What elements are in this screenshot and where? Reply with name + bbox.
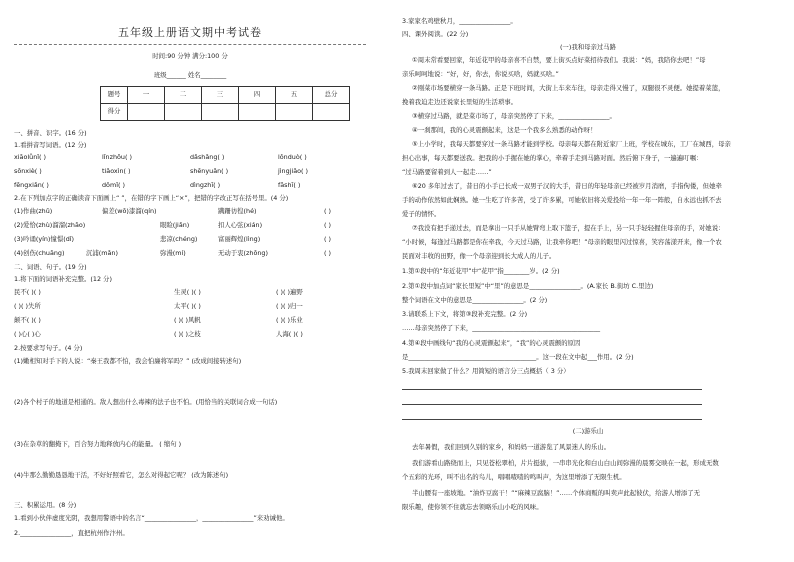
passage-line: ⑦我没有把手递过去，而是拿出一只手从她臂弯上取下篮子，提在手上，另一只手轻轻握住母亲的手，对她说： <box>412 224 725 232</box>
score-cell[interactable] <box>276 104 313 121</box>
answer-line[interactable] <box>402 404 702 405</box>
answer-blank[interactable]: ( ) <box>324 249 332 257</box>
pinyin-item[interactable]: sōnxiè( ) <box>14 167 42 175</box>
question: (4)牛那么勤勤恳恳地干活，不好好照看它，怎么对得起它呢？ (改为陈述句) <box>14 471 229 479</box>
passage-line: 手的动作依然如此娴熟。她一生吃了许多苦，受了许多累，可她依旧将关爱投给一年一年一阵般，自永远也抓不去 <box>402 196 722 204</box>
score-header: 四 <box>239 87 276 104</box>
pinyin-item[interactable]: fēngxiǎn( ) <box>14 181 49 189</box>
question: 整个词语在文中的意思是________________。(2 分) <box>402 296 548 304</box>
question: 2.________________，直把杭州作汴州。 <box>14 529 129 537</box>
score-row-label: 得分 <box>101 104 128 121</box>
reading-item: 富丽辉煌(lìng) <box>218 235 261 243</box>
section-heading: 二、词语、句子。(19 分) <box>14 263 87 271</box>
passage-line: 限乐趣，使你领不住就忘去领略乐山小吃的风味。 <box>402 503 543 511</box>
reading-item: (4)创伤(chuāng) <box>14 249 65 257</box>
passage-line: “小时候，每逢过马路都是你在牵我，今天过马路，让我牵你吧！”母亲的眼里闪过惊喜，笑容荡漾开来，像一个农 <box>402 238 722 246</box>
pinyin-item[interactable]: xiāolǚnǐ( ) <box>14 153 47 161</box>
score-table <box>100 86 350 121</box>
idiom-item[interactable]: 颠不( )( ) <box>14 316 41 324</box>
reading-item: 沉浦(mǎn) <box>86 249 118 257</box>
reading-item: 悲凉(chéng) <box>160 235 198 243</box>
passage-line: “过马路要留着到人一起走……” <box>402 168 492 176</box>
question: 2.按要求写句子。(4 分) <box>14 344 83 352</box>
passage-title: (一)我和母亲过马路 <box>559 43 617 51</box>
passage-line: 挽着我迫走边还说家长里短的生活琐事。 <box>402 98 518 106</box>
idiom-item[interactable]: ( )( )归一 <box>276 302 303 310</box>
reading-item: 弥漫(mí) <box>160 249 186 257</box>
reading-item: 无动于衷(zhōng) <box>218 249 268 257</box>
passage-line: 担心出事，每天都要送我。把我的小手握在她的掌心，牵着手走到马路对面。然后俯下身子，一遍遍叮嘱： <box>402 154 703 162</box>
passage-line: 我们游看山路绕而上，只见苍松翠柏，片片挺拔，一串串光化和白山白山间弥漫的晨雾交映在一起，形成无数 <box>412 459 719 467</box>
passage-line: ③横穿过马路，就是菜市场了，母亲突然停了下来，________________。 <box>412 112 616 120</box>
exam-title: 五年级上册语文期中考试卷 <box>118 26 262 39</box>
reading-item: 眼睑(jiǎn) <box>160 221 190 229</box>
answer-line[interactable] <box>402 389 702 390</box>
question: 1.看到小伙伴虚度光阴，我想用警语中的名言“________________，________________”来劝诫他。 <box>14 514 289 522</box>
passage-line: ②刚菜市场要横穿一条马路。正是下班时间，大街上车来车往，母亲走得又慢了，双腿很不灵便。她提着菜篮， <box>412 84 725 92</box>
section-heading: 四、课外阅读。(22 分) <box>402 30 469 38</box>
passage-line: ⑤上小学时，我每天都要穿过一条马路才能到学校。母亲每天都在附近家厂上班，学校在城东，工厂在城西，母亲 <box>412 140 731 148</box>
pinyin-item[interactable]: fāshī( ) <box>278 181 301 189</box>
question: (2)各个村子的地道是相通的。敌人想出什么毒辣的法子也不怕。(用恰当的关联词合成一句话) <box>14 398 278 406</box>
reading-item: (1)作曲(zhǔ) <box>14 207 53 215</box>
passage-line: 去年暑假，我们回到久别的家乡，和妈妈一道游览了风景迷人的乐山。 <box>412 443 611 451</box>
passage-line: 个五彩的光环，叫不出名的鸟儿，唱唱喳喳的鸣叫声，为这里增添了无限生机。 <box>402 473 626 481</box>
reading-item: 偏差(wō)漆溜(qín) <box>102 207 157 215</box>
section-heading: 一、拼音、识字。(16 分) <box>14 129 87 137</box>
score-header: 三 <box>202 87 239 104</box>
score-header: 二 <box>165 87 202 104</box>
passage-line: 爱子的情怀。 <box>402 210 441 218</box>
pinyin-item[interactable]: lǒnduò( ) <box>278 153 307 161</box>
question: 3.请联系上下文，将第③段补充完整。(2 分) <box>402 310 528 318</box>
score-cell[interactable] <box>313 104 350 121</box>
idiom-item[interactable]: ( )( )乐业 <box>276 316 303 324</box>
question: (1)嫩相知对手下的人说：“秦王我都不怕，我会怕廉将军吗？” (改成间接转述句) <box>14 357 242 365</box>
passage-line: ①周末常看要回家，年近花甲的母亲喜不自禁，要上街买点好菜招待我们。我说：“妈，我陪你去吧！”母 <box>412 56 706 64</box>
reading-item: 蹒跚彷徨(hé) <box>218 207 257 215</box>
pinyin-item[interactable]: lǐnzhōu( ) <box>102 153 132 161</box>
question: 4.第④段中画线句“我的心灵震颤起来”，“我”的心灵震颤的原因 <box>402 339 581 347</box>
passage-title: (二)游乐山 <box>572 427 604 435</box>
question: 2.在下列加点字的正确读音下面画上“ ”，在错的字下画上“×”，把错的字改正写在括号里。(4 分) <box>14 194 289 202</box>
question: 是________________________________________。这一段在文中起___作用。(2 分) <box>402 353 634 361</box>
idiom-item[interactable]: ( )( )风帆 <box>174 316 201 324</box>
question: 1.第①段中的“年近花甲”中“花甲”指________岁。(2 分) <box>402 267 560 275</box>
question: ……母亲突然停了下来，________________________________________ <box>402 324 601 332</box>
reading-item: (3)吟诵(yín)憧憬(dǐ) <box>14 235 75 243</box>
reading-item: 扣人心弦(xián) <box>218 221 263 229</box>
passage-line: 亲乐呵呵地说：“好，好，你去，你说买啥，妈就买啥。” <box>402 70 559 78</box>
score-header: 题号 <box>101 87 128 104</box>
question: 3.家家名鸡壁秋月，________________。 <box>402 17 517 25</box>
score-header: 五 <box>276 87 313 104</box>
idiom-item[interactable]: 民不( )( ) <box>14 288 41 296</box>
answer-line[interactable] <box>402 419 702 420</box>
pinyin-item[interactable]: tiǎoxìn( ) <box>102 167 131 175</box>
reading-item: (2)爱恰(zhù)溜溜(zhāo) <box>14 221 86 229</box>
pinyin-item[interactable]: dǎshǎng( ) <box>190 153 225 161</box>
idiom-item[interactable]: 太平( )( ) <box>174 302 201 310</box>
answer-blank[interactable]: ( ) <box>324 221 332 229</box>
question: 2.第①段中加点词“家长里短”中“里”的意思是________________。(A.家长 B.街坊 C.里边) <box>402 282 654 290</box>
pinyin-item[interactable]: dìngzhī( ) <box>190 181 221 189</box>
score-header: 总分 <box>313 87 350 104</box>
idiom-item[interactable]: 生灵( )( ) <box>174 288 201 296</box>
score-header: 一 <box>128 87 165 104</box>
passage-line: 半山腰有一座坡地。“油炸豆腐干！”“麻辣豆腐脑！”……个体商贩的叫卖声此起彼伏，给游人增添了无 <box>412 489 701 497</box>
passage-line: 民面对丰收的田野，像一个母亲迎到长大成人的儿子。 <box>402 252 556 260</box>
idiom-item[interactable]: ( )( )之枝 <box>174 330 201 338</box>
idiom-item[interactable]: ( )( )失所 <box>14 302 41 310</box>
passage-line: ⑥20 多年过去了，昔日的小手已长成一双男子汉的大手，昔日的年轻母亲已经被岁月消磨，手指佝偻，但她牵 <box>412 182 722 190</box>
question: (3)在杂草的翻掩下，百合努力地释放内心的能量。 ( 缩句 ) <box>14 440 182 448</box>
score-cell[interactable] <box>165 104 202 121</box>
passage-line: ④一刹那间，我的心灵震颤起来，这是一个我多么熟悉的动作呀！ <box>412 126 597 134</box>
time-score: 时间:90 分钟 满分:100 分 <box>152 52 228 60</box>
answer-blank[interactable]: ( ) <box>324 207 332 215</box>
pinyin-item[interactable]: jìngjiǎo( ) <box>278 167 309 175</box>
class-name-line: 班级______ 姓名________ <box>153 71 227 79</box>
score-cell[interactable] <box>202 104 239 121</box>
idiom-item[interactable]: ( )( )遍野 <box>276 288 303 296</box>
question: 1.看拼音写词语。(12 分) <box>14 141 87 149</box>
section-heading: 三、积累运用。(8 分) <box>14 501 77 509</box>
answer-blank[interactable]: ( ) <box>324 235 332 243</box>
question: 1.将下面的词语补充完整。(12 分) <box>14 275 112 283</box>
score-cell[interactable] <box>239 104 276 121</box>
question: 5.我周末回家做了什么？用简短的语言分三点概括（ 3 分） <box>402 367 570 375</box>
idiom-item[interactable]: ( )心( )心 <box>14 330 41 338</box>
score-cell[interactable] <box>128 104 165 121</box>
pinyin-item[interactable]: dǒmǐ( ) <box>102 181 125 189</box>
pinyin-item[interactable]: shēnyuǎn( ) <box>190 167 229 175</box>
seal-line <box>14 44 366 45</box>
idiom-item[interactable]: 人海( )( ) <box>276 330 303 338</box>
